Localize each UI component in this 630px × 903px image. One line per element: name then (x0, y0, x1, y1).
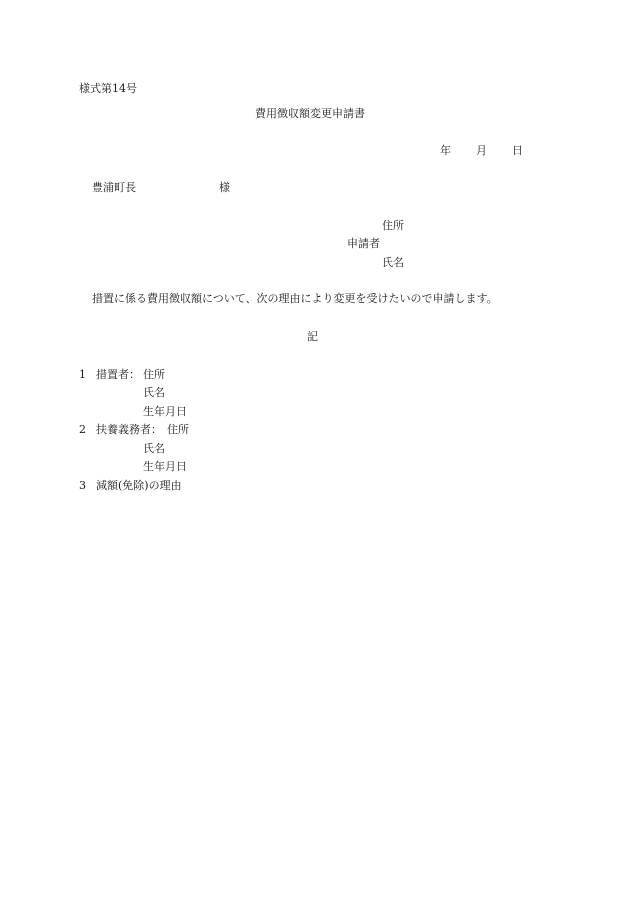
addressee-name: 豊浦町長 (92, 181, 136, 194)
guardian-name-label: 氏名 (143, 442, 165, 455)
applicant-label: 申請者 (347, 237, 380, 250)
date-year-label: 年 (440, 144, 451, 157)
item-number: 2 (79, 423, 86, 436)
guardian-dob-label: 生年月日 (143, 460, 187, 473)
item-label-recipient: 措置者： (96, 368, 140, 381)
item-number: 3 (79, 479, 86, 492)
date-day-label: 日 (512, 144, 523, 157)
recipient-address-label: 住所 (143, 368, 165, 381)
applicant-name-label: 氏名 (382, 256, 404, 269)
request-body-text: 措置に係る費用徴収額について、次の理由により変更を受けたいので申請します。 (92, 292, 498, 305)
item-number: 1 (79, 368, 86, 381)
item-label-guardian: 扶養義務者： (96, 423, 162, 436)
ki-heading: 記 (307, 330, 318, 343)
item-label-reason: 減額(免除)の理由 (96, 479, 182, 492)
form-number: 様式第14号 (79, 82, 137, 95)
document-title: 費用徴収額変更申請書 (255, 107, 365, 120)
guardian-address-label: 住所 (167, 423, 189, 436)
recipient-name-label: 氏名 (143, 386, 165, 399)
recipient-dob-label: 生年月日 (143, 405, 187, 418)
date-month-label: 月 (476, 144, 487, 157)
applicant-address-label: 住所 (382, 219, 404, 232)
addressee-honorific: 様 (219, 181, 230, 194)
